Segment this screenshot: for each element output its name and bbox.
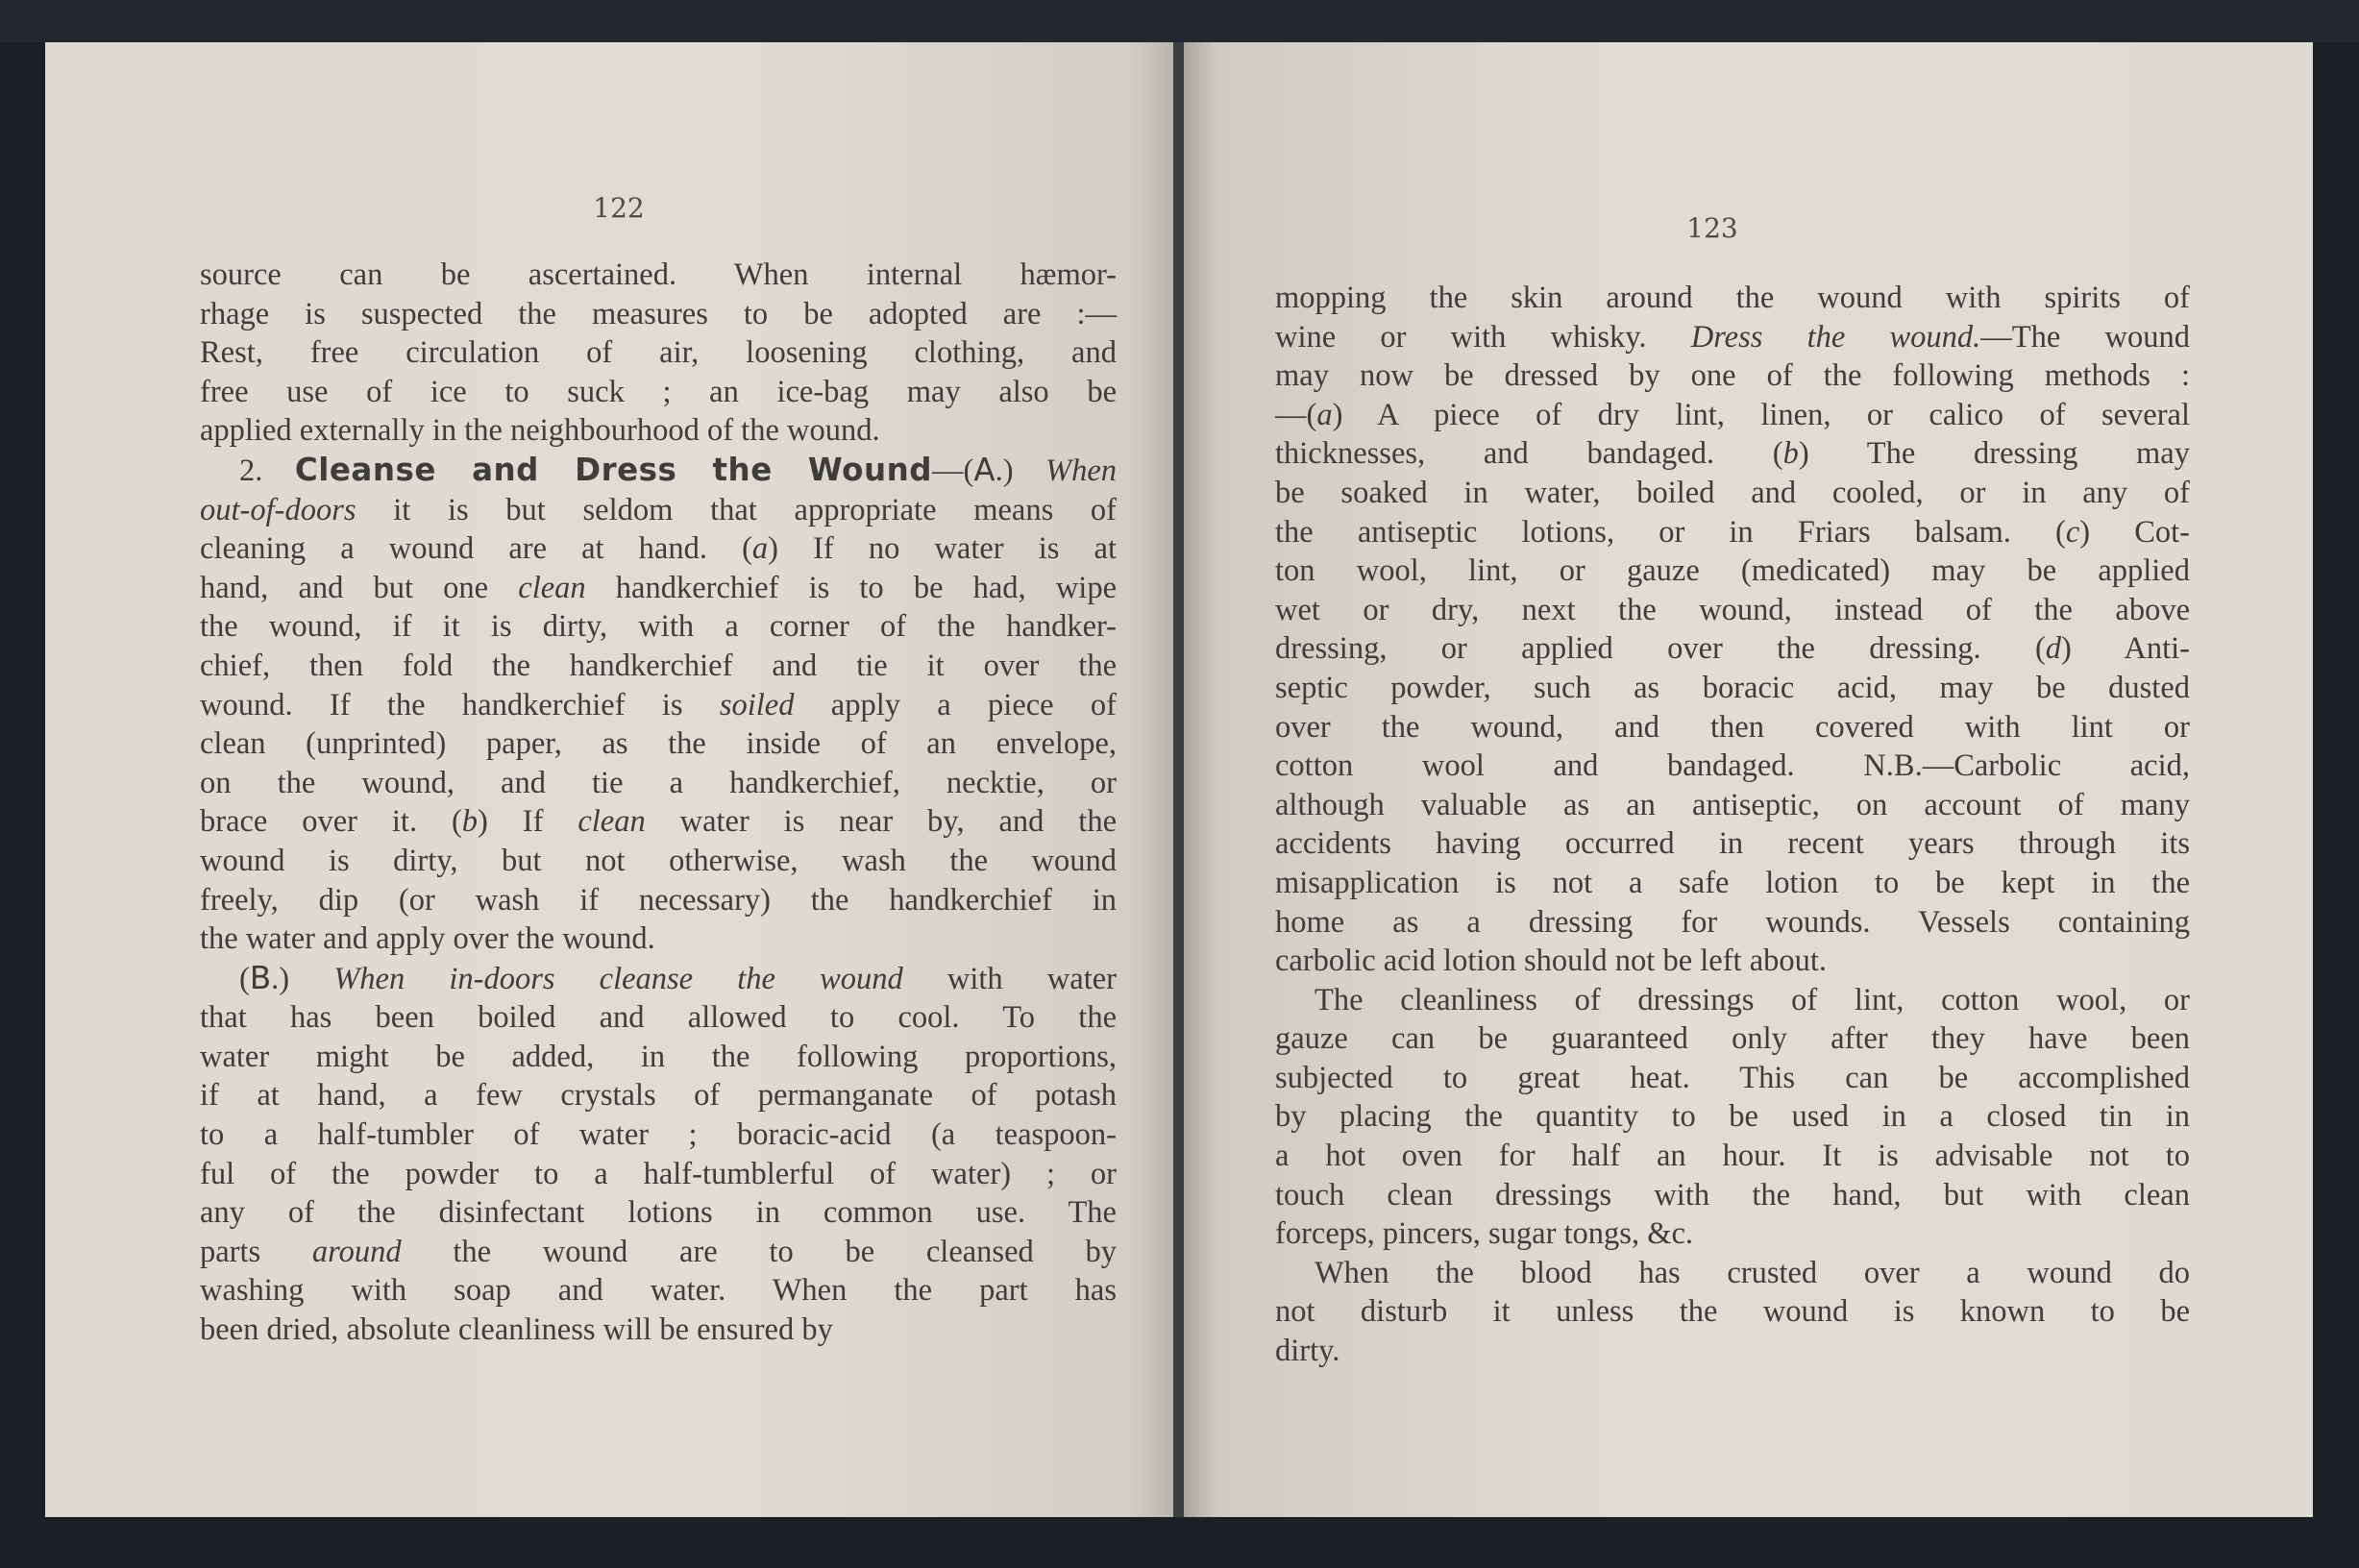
text-line: Rest, free circulation of air, loosening clothing, and (200, 335, 1117, 371)
text-line: source can be ascertained. When internal hæmor- (200, 257, 1117, 292)
text-line: applied externally in the neighbourhood of the wound. (200, 413, 880, 449)
text-line: gauze can be guaranteed only after they have been (1275, 1021, 2190, 1057)
text-line: that has been boiled and allowed to cool. To the (200, 1000, 1117, 1036)
text-line: not disturb it unless the wound is known to be (1275, 1294, 2190, 1330)
text-line: free use of ice to suck ; an ice-bag may also be (200, 374, 1117, 409)
text-line: although valuable as an antiseptic, on account of many (1275, 787, 2190, 822)
text-line: a hot oven for half an hour. It is advisable not to (1275, 1139, 2190, 1174)
text-line: out-of-doors it is but seldom that appropriate means of (200, 492, 1117, 527)
text-line: ful of the powder to a half-tumblerful of water) ; or (200, 1156, 1117, 1191)
text-line: subjected to great heat. This can be accomplished (1275, 1060, 2190, 1095)
text-line: over the wound, and then covered with lint or (1275, 709, 2190, 745)
text-line: may now be dressed by one of the following methods : (1275, 358, 2190, 394)
text-line: on the wound, and tie a handkerchief, necktie, or (200, 765, 1117, 800)
text-line: by placing the quantity to be used in a closed tin in (1275, 1099, 2190, 1135)
book-gutter (1173, 42, 1184, 1517)
text-line: home as a dressing for wounds. Vessels containing (1275, 904, 2190, 940)
text-line: accidents having occurred in recent years through its (1275, 826, 2190, 862)
text-line: wine or with whisky. Dress the wound.—The wound (1275, 319, 2190, 355)
text-line: clean (unprinted) paper, as the inside of an envelope, (200, 726, 1117, 762)
text-line: rhage is suspected the measures to be adopted are :— (200, 296, 1117, 331)
text-line: When the blood has crusted over a wound do (1315, 1255, 2190, 1290)
text-line: thicknesses, and bandaged. (b) The dressing may (1275, 436, 2190, 472)
text-line: freely, dip (or wash if necessary) the handkerchief in (200, 882, 1117, 918)
text-line: ton wool, lint, or gauze (medicated) may be applied (1275, 553, 2190, 589)
text-line: been dried, absolute cleanliness will be ensured by (200, 1312, 833, 1348)
text-line: dirty. (1275, 1334, 1340, 1369)
text-line: cleaning a wound are at hand. (a) If no water is at (200, 531, 1117, 567)
text-line: misapplication is not a safe lotion to be kept in the (1275, 865, 2190, 900)
text-line: dressing, or applied over the dressing. (d) Anti- (1275, 631, 2190, 667)
page-number-right: 123 (1686, 212, 1738, 244)
text-line: 2. Cleanse and Dress the Wound—(A.) When (239, 451, 1118, 488)
text-line: wound. If the handkerchief is soiled apply a piece of (200, 687, 1117, 723)
text-line: the wound, if it is dirty, with a corner of the handker- (200, 609, 1117, 645)
text-line: brace over it. (b) If clean water is near by, and the (200, 804, 1117, 840)
text-line: wound is dirty, but not otherwise, wash the wound (200, 843, 1117, 878)
left-page (45, 42, 1173, 1517)
text-line: (B.) When in-doors cleanse the wound with water (239, 959, 1117, 996)
text-line: carbolic acid lotion should not be left about. (1275, 943, 1828, 979)
text-line: chief, then fold the handkerchief and tie it over the (200, 648, 1117, 683)
right-page-body-text (1275, 279, 2190, 1371)
right-page (1184, 42, 2313, 1517)
text-line: the water and apply over the wound. (200, 921, 655, 957)
text-line: parts around the wound are to be cleansed by (200, 1234, 1117, 1269)
text-line: forceps, pincers, sugar tongs, &c. (1275, 1216, 1694, 1252)
text-line: septic powder, such as boracic acid, may be dusted (1275, 670, 2190, 705)
text-line: wet or dry, next the wound, instead of the above (1275, 592, 2190, 627)
left-page-body-text (200, 256, 1117, 1350)
text-line: —(a) A piece of dry lint, linen, or calico of several (1275, 397, 2190, 432)
text-line: to a half-tumbler of water ; boracic-acid (a teaspoon- (200, 1117, 1117, 1153)
scan-background-top (0, 0, 2359, 42)
text-line: if at hand, a few crystals of permanganate of potash (200, 1078, 1117, 1114)
text-line: The cleanliness of dressings of lint, cotton wool, or (1315, 982, 2190, 1017)
text-line: hand, and but one clean handkerchief is to be had, wipe (200, 570, 1118, 605)
text-line: water might be added, in the following proportions, (200, 1039, 1117, 1074)
text-line: any of the disinfectant lotions in common use. The (200, 1195, 1117, 1231)
text-line: be soaked in water, boiled and cooled, or in any of (1275, 475, 2190, 510)
page-number-left: 122 (593, 192, 645, 224)
text-line: touch clean dressings with the hand, but with clean (1275, 1177, 2190, 1213)
text-line: cotton wool and bandaged. N.B.—Carbolic acid, (1275, 748, 2190, 784)
text-line: the antiseptic lotions, or in Friars balsam. (c) Cot- (1275, 514, 2190, 550)
text-line: washing with soap and water. When the part has (200, 1273, 1117, 1309)
text-line: mopping the skin around the wound with spirits of (1275, 281, 2190, 315)
